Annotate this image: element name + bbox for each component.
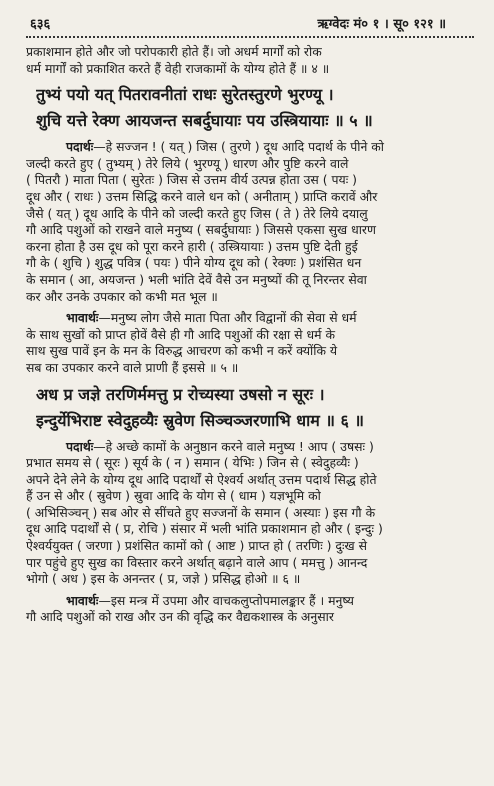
text-line: भोगो ( अध ) इस के अनन्तर ( प्र, जज्ञे ) प्रसिद्ध होओ ॥ ६ ॥ xyxy=(26,571,301,587)
padartha-6 xyxy=(26,439,474,456)
mantra-5 xyxy=(36,82,474,134)
page-header xyxy=(26,14,474,32)
padartha-label: पदार्थः xyxy=(66,139,94,155)
mantra-line: तुभ्यं पयो यत् पितरावनीतां राधः सुरेतस्तुरणे भुरण्यू । xyxy=(36,85,334,105)
mantra-6 xyxy=(36,382,474,434)
text-line: गौ आदि पशुओं को राखने वाले मनुष्य ( सबर्दुघायाः ) जिससे एकसा सुख धारण xyxy=(26,222,376,238)
text-line: भावार्थः—मनुष्य लोग जैसे माता पिता और विद्वानों की सेवा से धर्म xyxy=(66,310,357,326)
text-line: गौ आदि पशुओं को राख और उन की वृद्धि कर वैद्यकशास्त्र के अनुसार xyxy=(26,609,334,625)
header-rule xyxy=(26,36,474,38)
text-line: के समान ( आ, अयजन्त ) भली भांति देवें वैसे उन मनुष्यों की तू निरन्तर सेवा xyxy=(26,271,367,287)
text-line: दूध आदि पदार्थों से ( प्र, रोचि ) संसार में भली भांति प्रकाशमान हो और ( इन्दुः ) xyxy=(26,521,383,537)
running-title: ऋग्वेदः मं० १ । सू० १२१ ॥ xyxy=(317,17,446,32)
bhavartha-6 xyxy=(26,593,474,610)
text-line: साथ सुख पावें इन के मन के विरुद्ध आचरण को कभी न करें क्योंकि ये xyxy=(26,343,338,359)
bhavartha-5 xyxy=(26,310,474,327)
padartha-6-cont xyxy=(26,455,474,588)
bhavartha-label: भावार्थः xyxy=(66,592,99,608)
padartha-label: पदार्थः xyxy=(66,438,94,454)
text-line: अपने देने लेने के योग्य दूध आदि पदार्थों से ऐश्वर्य अर्थात् उत्तम पदार्थ सिद्ध होते xyxy=(26,471,377,487)
mantra-line: इन्दुर्येभिराष्ट स्वेदुहव्यैः स्रुवेण सिञ्चञ्जरणाभि धाम ॥ ६ ॥ xyxy=(36,410,365,430)
text-line: कर और उनके उपकार को कभी मत भूल ॥ xyxy=(26,288,218,304)
text-line: ( अभिसिञ्चन् ) सब ओर से सींचते हुए सज्जनों के समान ( अस्याः ) इस गौ के xyxy=(26,504,376,520)
text-line: धर्म मार्गों को प्रकाशित करते हैं वेही राजकामों के योग्य होते हैं ॥ ४ ॥ xyxy=(26,60,330,76)
page-number: ६३६ xyxy=(30,17,51,32)
text-line: हैं उन से और ( स्रुवेण ) स्रुवा आदि के योग से ( धाम ) यज्ञभूमि को xyxy=(26,488,321,504)
text-line: भावार्थः—इस मन्त्र में उपमा और वाचकलुप्तोपमालङ्कार हैं । मनुष्य xyxy=(66,592,354,608)
text-line: ऐश्वर्ययुक्त ( जरणा ) प्रशंसित कामों को ( आष्ट ) प्राप्त हो ( तरणिः ) दुःख से xyxy=(26,538,367,554)
text-line: पदार्थः—हे अच्छे कामों के अनुष्ठान करने वाले मनुष्य ! आप ( उषसः ) xyxy=(66,438,374,454)
text-line: के साथ सुखों को प्राप्त होवें वैसे ही गौ आदि पशुओं की रक्षा से धर्म के xyxy=(26,326,335,342)
text-line: पार पहुंचे हुए सुख का विस्तार करने अर्थात् बढ़ाने वाले आप ( ममत्तु ) आनन्द xyxy=(26,554,368,570)
text-line: करना होता है उस दूध को पूरा करने हारी ( उस्त्रियायाः ) उत्तम पुष्टि देती हुई xyxy=(26,238,358,254)
bhavartha-5-cont xyxy=(26,327,474,377)
padartha-5 xyxy=(26,139,474,156)
bhavartha-6-cont xyxy=(26,609,474,626)
mantra-line: शुचि यत्ते रेक्ण आयजन्त सबर्दुघायाः पय उस्त्रियायाः ॥ ५ ॥ xyxy=(36,111,373,131)
text-line: जैसे ( यत् ) दूध आदि के पीने को जल्दी करते हुए जिस ( ते ) तेरे लिये दयालु xyxy=(26,205,368,221)
mantra-line: अध प्र जज्ञे तरणिर्ममत्तु प्र रोच्यस्या उषसो न सूरः । xyxy=(36,384,325,404)
intro-paragraph xyxy=(26,44,474,77)
text-line: प्रभात समय से ( सूरः ) सूर्य के ( न ) समान ( येभिः ) जिन से ( स्वेदुहव्यैः ) xyxy=(26,455,359,471)
text-line: जल्दी करते हुए ( तुभ्यम् ) तेरे लिये ( भुरण्यू ) धारण और पुष्टि करने वाले xyxy=(26,155,349,171)
text-line: सब का उपकार करने वाले प्राणी हैं इससे ॥ ५ ॥ xyxy=(26,359,239,375)
padartha-5-cont xyxy=(26,156,474,305)
text-line: गौ के ( शुचि ) शुद्ध पवित्र ( पयः ) पीने योग्य दूध को ( रेक्णः ) प्रशंसित धन xyxy=(26,255,362,271)
text-line: ( पितरौ ) माता पिता ( सुरेतः ) जिस से उत्तम वीर्य उत्पन्न होता उस ( पयः ) xyxy=(26,172,357,188)
text-line: दूध और ( राधः ) उत्तम सिद्धि करने वाले धन को ( अनीताम् ) प्राप्ति करावें और xyxy=(26,188,378,204)
text-line: प्रकाशमान होते और जो परोपकारी होते हैं। जो अधर्म मार्गों को रोक xyxy=(26,44,322,59)
text-line: पदार्थः—हे सज्जन ! ( यत् ) जिस ( तुरणे ) दूध आदि पदार्थ के पीने को xyxy=(66,139,385,155)
bhavartha-label: भावार्थः xyxy=(66,310,99,326)
